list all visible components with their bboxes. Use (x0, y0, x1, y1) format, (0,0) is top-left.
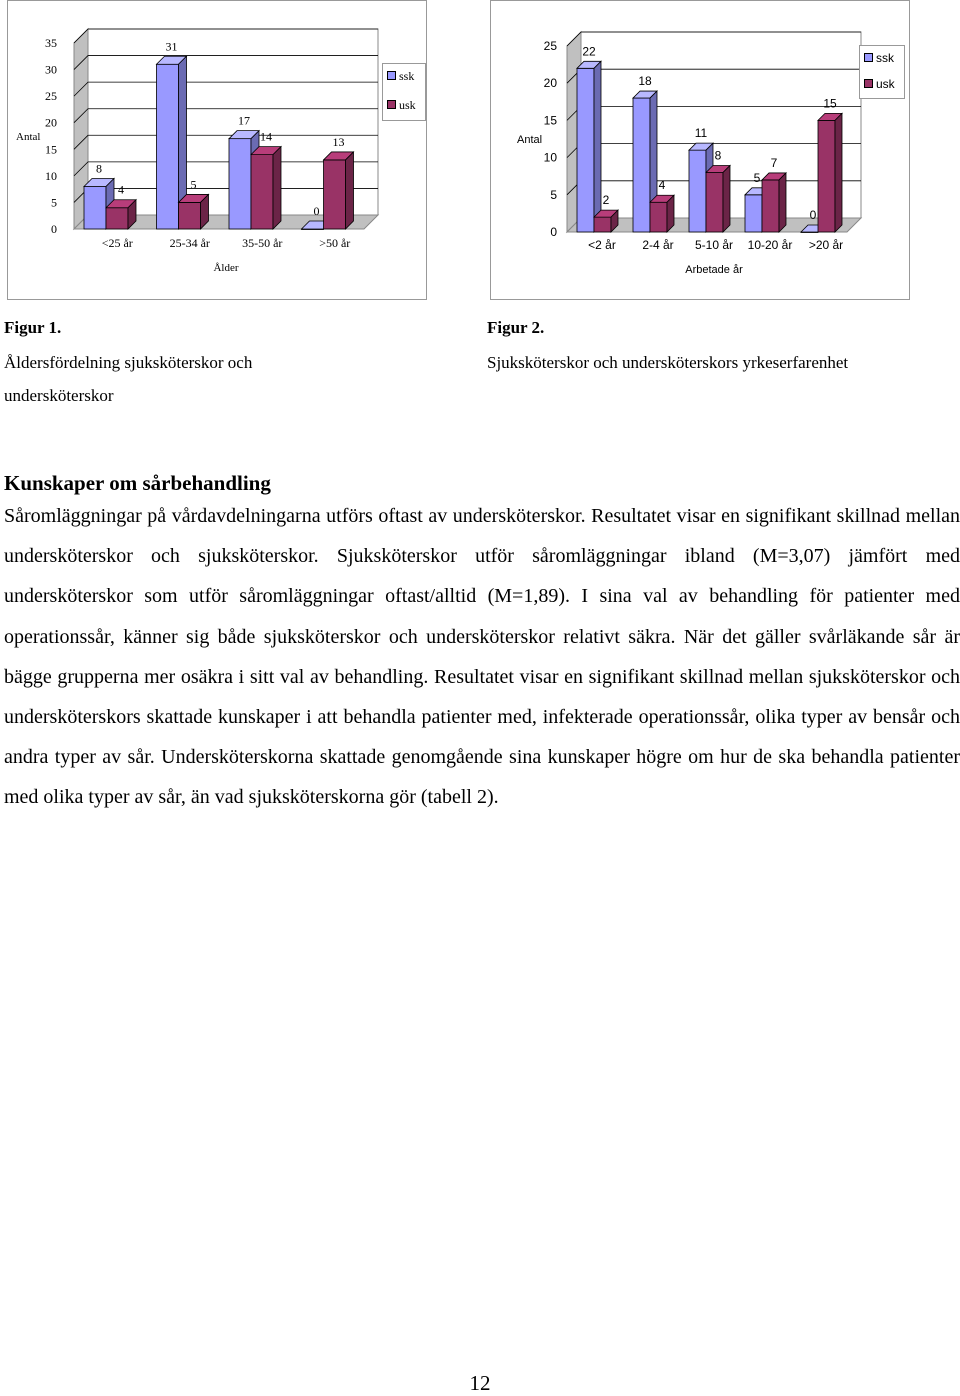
y-axis-label: Antal (517, 134, 543, 146)
y-tick-label: 25 (543, 39, 557, 53)
bar-usk (179, 202, 201, 229)
legend-swatch-usk (387, 100, 396, 109)
data-label-ssk: 0 (809, 208, 817, 222)
bar-usk (650, 202, 667, 232)
bar-ssk (84, 186, 106, 229)
legend-label-ssk: ssk (399, 69, 415, 83)
bar-usk (706, 172, 723, 232)
legend-item-usk (387, 98, 416, 113)
legend-item-usk (864, 77, 895, 91)
chart-experience-svg (491, 1, 909, 299)
chart-age-svg (8, 1, 426, 299)
y-tick-label: 10 (45, 168, 57, 183)
y-tick-label: 20 (45, 115, 57, 130)
legend-label-ssk: ssk (876, 51, 894, 65)
data-label-usk: 7 (770, 155, 778, 170)
figure-1-number: Figur 1. (4, 318, 62, 337)
x-axis-label: Ålder (213, 262, 239, 274)
x-category-label: 10-20 år (747, 238, 793, 252)
legend-swatch-ssk (864, 53, 873, 62)
legend-swatch-ssk (387, 71, 396, 80)
bar-ssk (577, 68, 594, 232)
y-tick-label: 35 (45, 36, 57, 50)
x-category-label: <2 år (588, 238, 616, 252)
data-label-ssk: 8 (96, 161, 102, 176)
bar-side-ssk (594, 61, 601, 232)
y-tick-label: 0 (550, 225, 557, 239)
y-tick-label: 10 (543, 150, 557, 165)
bar-side-usk (273, 147, 281, 229)
y-tick-label: 5 (51, 195, 57, 210)
bar-usk (818, 120, 835, 232)
body-paragraph: Såromläggningar på vårdavdelningarna utförs oftast av undersköterskor. Resultatet visar en signifikant skillnad mellan undersköterskor och sjuksköterskor. Sjuksköterskor utför såromläggningar ibland (M=3,07) jämfört med undersköterskor som utför såromläggningar oftast/alltid (M=1,89). I sina val av behandling för patienter med operationssår, känner sig både sjuksköterskor och undersköterskor relativt säkra. När det gäller svårläkande sår är bägge grupperna mer osäkra i sitt val av behandling. Resultatet visar en signifikant skillnad mellan sjuksköterskor och undersköterskors skattade kunskaper i att behandla patienter med, infekterade operationssår, olika typer av bensår och andra typer av sår. Undersköterskorna skattade genomgående sina kunskaper högre om hur de ska behandla patienter med olika typer av sår, än vad sjuksköterskorna gör (tabell 2). (4, 505, 960, 809)
data-label-usk: 13 (332, 134, 345, 149)
data-label-usk: 5 (190, 177, 197, 192)
figure-2-caption: Sjuksköterskor och undersköterskors yrkeserfarenhet (487, 353, 849, 372)
legend-label-usk: usk (399, 98, 416, 112)
data-label-usk: 15 (823, 96, 837, 111)
data-label-ssk: 22 (582, 44, 596, 59)
figure-1-caption: Åldersfördelning sjuksköterskor och undersköterskor (4, 353, 253, 405)
chart-age-distribution (7, 0, 427, 300)
y-tick-label: 20 (543, 76, 557, 91)
y-tick-label: 0 (51, 222, 57, 236)
legend-swatch-usk (864, 79, 873, 88)
chart2-legend (859, 45, 905, 99)
data-label-usk: 8 (714, 148, 722, 163)
x-axis-label: Arbetade år (685, 264, 743, 276)
x-category-label: 25-34 år (169, 236, 210, 250)
bar-usk (762, 180, 779, 232)
data-label-ssk: 18 (638, 74, 652, 89)
section-heading: Kunskaper om sårbehandling (4, 471, 271, 495)
y-tick-label: 5 (550, 187, 557, 202)
bar-side-usk (779, 173, 786, 232)
bar-usk (594, 217, 611, 232)
data-label-ssk: 0 (313, 204, 320, 218)
y-tick-label: 15 (543, 113, 557, 128)
x-category-label: <25 år (101, 236, 133, 250)
bar-ssk (689, 150, 706, 232)
x-category-label: 35-50 år (242, 236, 283, 250)
data-label-usk: 2 (602, 193, 610, 208)
x-category-label: 5-10 år (694, 238, 734, 252)
bar-ssk (157, 64, 179, 229)
legend-item-ssk (864, 51, 894, 65)
page-number: 12 (469, 1371, 491, 1395)
legend-label-usk: usk (876, 77, 895, 91)
bar-ssk (229, 139, 251, 229)
data-label-usk: 4 (658, 178, 666, 193)
bar-side-usk (667, 195, 674, 232)
bar-side-usk (723, 165, 730, 232)
x-category-label: >50 år (319, 236, 351, 250)
data-label-usk: 14 (260, 129, 272, 144)
bar-usk (251, 155, 273, 229)
bar-usk (106, 208, 128, 229)
figure-2-number: Figur 2. (487, 318, 545, 337)
data-label-ssk: 17 (238, 113, 250, 128)
bar-side-usk (346, 152, 354, 229)
y-tick-label: 15 (45, 142, 57, 157)
chart1-legend (382, 63, 426, 121)
data-label-ssk: 5 (753, 170, 761, 185)
y-tick-label: 25 (45, 89, 57, 104)
x-category-label: 2-4 år (642, 238, 674, 252)
y-axis-label: Antal (16, 131, 41, 143)
legend-item-ssk (387, 69, 414, 84)
y-tick-label: 30 (45, 62, 57, 77)
bar-usk (324, 160, 346, 229)
bar-side-usk (835, 113, 842, 232)
chart-work-experience (490, 0, 910, 300)
data-label-ssk: 31 (165, 39, 178, 54)
data-label-usk: 4 (118, 182, 124, 197)
data-label-ssk: 11 (694, 126, 708, 141)
x-category-label: >20 år (808, 238, 844, 252)
bar-ssk (745, 195, 762, 232)
bar-ssk (633, 98, 650, 232)
